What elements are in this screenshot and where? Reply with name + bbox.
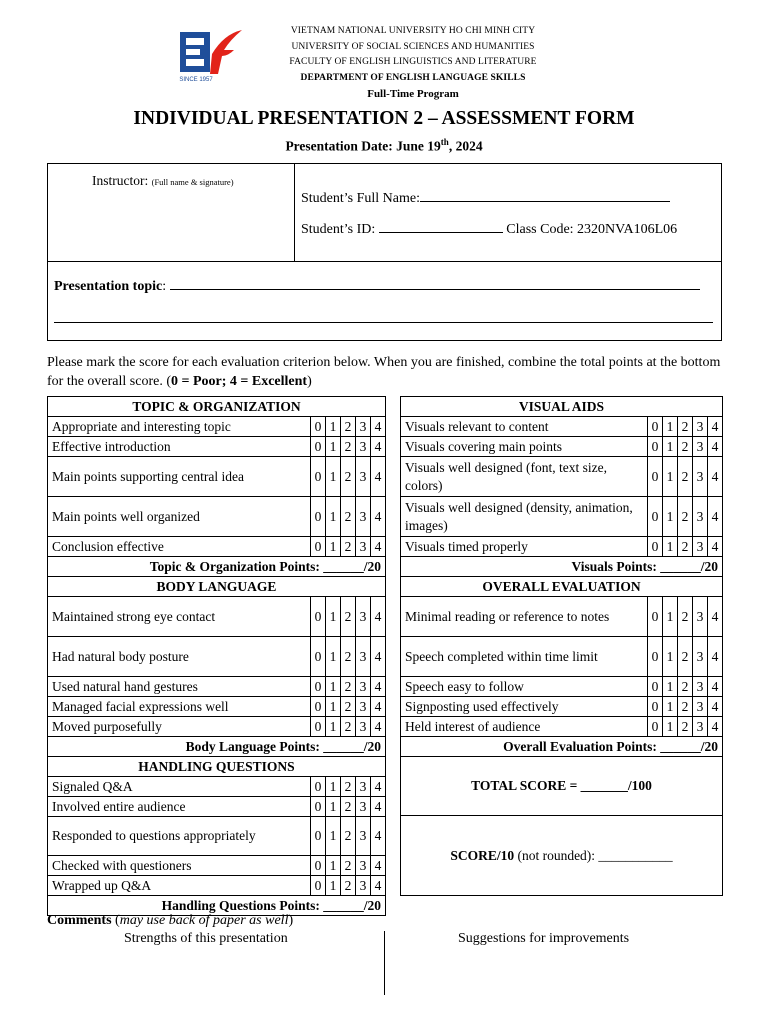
score-option[interactable]: 1 [326, 817, 341, 856]
visual-points[interactable]: Visuals Points: ______/20 [401, 557, 723, 577]
section-title-topic: TOPIC & ORGANIZATION [48, 397, 386, 417]
score-option[interactable]: 1 [326, 597, 341, 637]
score-option[interactable]: 4 [371, 637, 386, 677]
score-option[interactable]: 2 [678, 417, 693, 437]
score-option[interactable]: 2 [678, 697, 693, 717]
score-option[interactable]: 1 [663, 457, 678, 497]
score-option[interactable]: 4 [708, 457, 723, 497]
score-option[interactable]: 4 [371, 717, 386, 737]
score-option[interactable]: 1 [663, 697, 678, 717]
criterion-label: Responded to questions appropriately [48, 817, 311, 856]
table-row [401, 697, 723, 717]
table-row [48, 537, 386, 557]
table-row [48, 597, 386, 637]
section-title-overall: OVERALL EVALUATION [401, 577, 723, 597]
score-option[interactable]: 0 [311, 677, 326, 697]
score-option[interactable]: 0 [311, 697, 326, 717]
table-row [48, 876, 386, 896]
score-option[interactable]: 0 [311, 817, 326, 856]
score-option[interactable]: 1 [326, 876, 341, 896]
score-option[interactable]: 4 [708, 537, 723, 557]
criterion-label: Minimal reading or reference to notes [401, 597, 648, 637]
header-line-3: FACULTY OF ENGLISH LINGUISTICS AND LITERATURE [289, 57, 537, 67]
header-line-1: VIETNAM NATIONAL UNIVERSITY HO CHI MINH CITY [290, 26, 536, 36]
criterion-label: Moved purposefully [48, 717, 311, 737]
header-line-4: DEPARTMENT OF ENGLISH LANGUAGE SKILLS [300, 72, 526, 83]
table-row [48, 637, 386, 677]
score-option[interactable]: 2 [341, 717, 356, 737]
student-name-field[interactable]: Student’s Full Name: [301, 189, 670, 207]
score-option[interactable]: 0 [648, 677, 663, 697]
page-title: INDIVIDUAL PRESENTATION 2 – ASSESSMENT FORM [133, 108, 635, 129]
comments-label: Comments (may use back of paper as well) [47, 913, 294, 928]
total-score[interactable]: TOTAL SCORE = _______/100 [401, 757, 723, 816]
score-option[interactable]: 4 [371, 417, 386, 437]
score-option[interactable]: 1 [326, 797, 341, 817]
criterion-label: Signposting used effectively [401, 697, 648, 717]
score-option[interactable]: 0 [648, 537, 663, 557]
table-row [401, 597, 723, 637]
score-option[interactable]: 0 [311, 856, 326, 876]
section-title-handling: HANDLING QUESTIONS [48, 757, 386, 777]
table-row [48, 856, 386, 876]
table-row [48, 437, 386, 457]
criterion-label: Visuals relevant to content [401, 417, 648, 437]
criterion-label: Visuals covering main points [401, 437, 648, 457]
criterion-label: Main points supporting central idea [48, 457, 311, 497]
score-option[interactable]: 0 [648, 437, 663, 457]
score-option[interactable]: 1 [326, 637, 341, 677]
score-option[interactable]: 2 [341, 856, 356, 876]
score-option[interactable]: 2 [341, 437, 356, 457]
score-option[interactable]: 2 [678, 717, 693, 737]
score-option[interactable]: 0 [311, 797, 326, 817]
score-option[interactable]: 3 [356, 856, 371, 876]
score-option[interactable]: 0 [311, 637, 326, 677]
score-option[interactable]: 1 [326, 537, 341, 557]
table-row [401, 677, 723, 697]
score-option[interactable]: 3 [356, 817, 371, 856]
score-option[interactable]: 1 [326, 437, 341, 457]
table-row [401, 717, 723, 737]
score-option[interactable]: 0 [311, 717, 326, 737]
score-option[interactable]: 4 [708, 717, 723, 737]
score-option[interactable]: 0 [311, 777, 326, 797]
student-id-field[interactable]: Student’s ID: Class Code: 2320NVA106L06 [301, 222, 678, 237]
score-option[interactable]: 4 [371, 537, 386, 557]
table-row [401, 457, 723, 497]
table-row [48, 717, 386, 737]
score-option[interactable]: 2 [678, 457, 693, 497]
table-row [48, 677, 386, 697]
score-option[interactable]: 1 [663, 597, 678, 637]
score-option[interactable]: 0 [648, 457, 663, 497]
score-option[interactable]: 1 [663, 717, 678, 737]
score-out-of-10[interactable]: SCORE/10 (not rounded): ___________ [401, 816, 723, 896]
score-option[interactable]: 0 [311, 437, 326, 457]
score-option[interactable]: 4 [708, 637, 723, 677]
score-option[interactable]: 1 [663, 537, 678, 557]
criterion-label: Had natural body posture [48, 637, 311, 677]
table-row [401, 537, 723, 557]
score-option[interactable]: 0 [311, 597, 326, 637]
left-criteria-table [47, 396, 386, 916]
criterion-label: Held interest of audience [401, 717, 648, 737]
table-row [48, 457, 386, 497]
presentation-topic-field[interactable]: Presentation topic: [54, 277, 700, 295]
comments-divider [384, 931, 385, 995]
criterion-label: Visuals well designed (font, text size, colors) [401, 457, 648, 497]
score-option[interactable]: 3 [356, 417, 371, 437]
criterion-label: Speech completed within time limit [401, 637, 648, 677]
instructor-field[interactable]: Instructor: (Full name & signature) [92, 173, 234, 188]
score-option[interactable]: 0 [311, 457, 326, 497]
score-option[interactable]: 3 [356, 697, 371, 717]
score-option[interactable]: 3 [356, 537, 371, 557]
overall-points[interactable]: Overall Evaluation Points: ______/20 [401, 737, 723, 757]
score-option[interactable]: 1 [326, 717, 341, 737]
score-option[interactable]: 4 [371, 677, 386, 697]
svg-text:SINCE 1957: SINCE 1957 [179, 77, 213, 83]
table-row [401, 637, 723, 677]
criterion-label: Signaled Q&A [48, 777, 311, 797]
score-option[interactable]: 1 [326, 777, 341, 797]
score-option[interactable]: 2 [678, 677, 693, 697]
topic-second-line[interactable] [54, 322, 713, 323]
score-option[interactable]: 1 [663, 417, 678, 437]
score-option[interactable]: 0 [648, 697, 663, 717]
section-title-visual: VISUAL AIDS [401, 397, 723, 417]
score-option[interactable]: 0 [648, 637, 663, 677]
criterion-label: Visuals well designed (density, animation, images) [401, 497, 648, 537]
score-option[interactable]: 1 [326, 697, 341, 717]
score-option[interactable]: 1 [663, 677, 678, 697]
score-option[interactable]: 3 [693, 537, 708, 557]
table-row [48, 697, 386, 717]
score-option[interactable]: 0 [648, 417, 663, 437]
body-points[interactable]: Body Language Points: ______/20 [48, 737, 386, 757]
score-option[interactable]: 0 [648, 597, 663, 637]
score-option[interactable]: 1 [663, 437, 678, 457]
score-option[interactable]: 4 [371, 457, 386, 497]
criterion-label: Main points well organized [48, 497, 311, 537]
score-option[interactable]: 2 [678, 437, 693, 457]
criterion-label: Involved entire audience [48, 797, 311, 817]
score-option[interactable]: 1 [326, 677, 341, 697]
score-option[interactable]: 1 [326, 457, 341, 497]
score-option[interactable]: 3 [693, 697, 708, 717]
criterion-label: Maintained strong eye contact [48, 597, 311, 637]
criterion-label: Effective introduction [48, 437, 311, 457]
criterion-label: Speech easy to follow [401, 677, 648, 697]
table-row [48, 777, 386, 797]
score-option[interactable]: 2 [341, 697, 356, 717]
section-title-body: BODY LANGUAGE [48, 577, 386, 597]
table-row [48, 497, 386, 537]
student-info-box [47, 163, 722, 341]
score-option[interactable]: 3 [356, 797, 371, 817]
table-row [48, 417, 386, 437]
score-option[interactable]: 3 [693, 437, 708, 457]
score-option[interactable]: 3 [356, 437, 371, 457]
suggestions-heading: Suggestions for improvements [458, 931, 630, 946]
score-option[interactable]: 2 [341, 597, 356, 637]
score-option[interactable]: 4 [708, 697, 723, 717]
score-option[interactable]: 4 [371, 876, 386, 896]
score-option[interactable]: 0 [648, 497, 663, 537]
score-option[interactable]: 0 [311, 417, 326, 437]
score-option[interactable]: 3 [693, 417, 708, 437]
score-option[interactable]: 2 [341, 876, 356, 896]
table-row [401, 417, 723, 437]
criterion-label: Checked with questioners [48, 856, 311, 876]
criterion-label: Appropriate and interesting topic [48, 417, 311, 437]
score-option[interactable]: 3 [356, 717, 371, 737]
score-option[interactable]: 2 [341, 797, 356, 817]
score-option[interactable]: 2 [678, 497, 693, 537]
score-option[interactable]: 4 [371, 437, 386, 457]
class-code: Class Code: 2320NVA106L06 [506, 222, 678, 237]
right-criteria-table [400, 396, 723, 896]
score-option[interactable]: 3 [693, 457, 708, 497]
score-option[interactable]: 2 [341, 497, 356, 537]
score-option[interactable]: 4 [708, 437, 723, 457]
score-option[interactable]: 0 [311, 537, 326, 557]
handling-points[interactable]: Handling Questions Points: ______/20 [48, 896, 386, 916]
score-option[interactable]: 4 [371, 697, 386, 717]
score-option[interactable]: 3 [693, 597, 708, 637]
table-row [401, 497, 723, 537]
score-option[interactable]: 1 [663, 497, 678, 537]
score-option[interactable]: 2 [341, 537, 356, 557]
score-option[interactable]: 1 [326, 417, 341, 437]
score-option[interactable]: 2 [678, 537, 693, 557]
table-row [401, 437, 723, 457]
score-option[interactable]: 2 [341, 417, 356, 437]
score-option[interactable]: 2 [341, 817, 356, 856]
score-option[interactable]: 3 [356, 597, 371, 637]
score-option[interactable]: 1 [663, 637, 678, 677]
score-option[interactable]: 2 [341, 637, 356, 677]
score-option[interactable]: 4 [371, 597, 386, 637]
score-option[interactable]: 3 [356, 876, 371, 896]
score-option[interactable]: 4 [708, 417, 723, 437]
criterion-label: Conclusion effective [48, 537, 311, 557]
score-option[interactable]: 3 [356, 637, 371, 677]
score-option[interactable]: 3 [356, 777, 371, 797]
score-option[interactable]: 3 [693, 717, 708, 737]
score-option[interactable]: 4 [708, 677, 723, 697]
score-option[interactable]: 3 [356, 457, 371, 497]
strengths-heading: Strengths of this presentation [124, 931, 288, 946]
score-option[interactable]: 1 [326, 497, 341, 537]
score-option[interactable]: 2 [341, 777, 356, 797]
score-option[interactable]: 3 [356, 677, 371, 697]
score-option[interactable]: 2 [341, 457, 356, 497]
institution-header [240, 24, 586, 102]
score-option[interactable]: 4 [371, 817, 386, 856]
score-option[interactable]: 3 [693, 497, 708, 537]
score-option[interactable]: 2 [341, 677, 356, 697]
score-option[interactable]: 0 [311, 876, 326, 896]
score-option[interactable]: 0 [311, 497, 326, 537]
score-option[interactable]: 0 [648, 717, 663, 737]
instructions: Please mark the score for each evaluation criterion below. When you are finished, combine the total points at the bottom for the overall score. (0 = Poor; 4 = Excellent) [47, 355, 721, 389]
score-option[interactable]: 4 [708, 597, 723, 637]
score-option[interactable]: 2 [678, 637, 693, 677]
criterion-label: Wrapped up Q&A [48, 876, 311, 896]
score-option[interactable]: 1 [326, 856, 341, 876]
score-option[interactable]: 4 [371, 497, 386, 537]
score-option[interactable]: 4 [708, 497, 723, 537]
score-option[interactable]: 2 [678, 597, 693, 637]
program-label: Full-Time Program [367, 88, 459, 100]
score-option[interactable]: 3 [693, 637, 708, 677]
score-option[interactable]: 3 [356, 497, 371, 537]
criterion-label: Used natural hand gestures [48, 677, 311, 697]
table-row [48, 797, 386, 817]
university-logo [176, 28, 242, 84]
criterion-label: Managed facial expressions well [48, 697, 311, 717]
table-row [48, 817, 386, 856]
score-option[interactable]: 4 [371, 856, 386, 876]
score-option[interactable]: 4 [371, 797, 386, 817]
score-option[interactable]: 3 [693, 677, 708, 697]
score-option[interactable]: 4 [371, 777, 386, 797]
criterion-label: Visuals timed properly [401, 537, 648, 557]
header-line-2: UNIVERSITY OF SOCIAL SCIENCES AND HUMANITIES [291, 41, 535, 52]
presentation-date: Presentation Date: June 19th, 2024 [285, 137, 483, 154]
topic-points[interactable]: Topic & Organization Points: ______/20 [48, 557, 386, 577]
